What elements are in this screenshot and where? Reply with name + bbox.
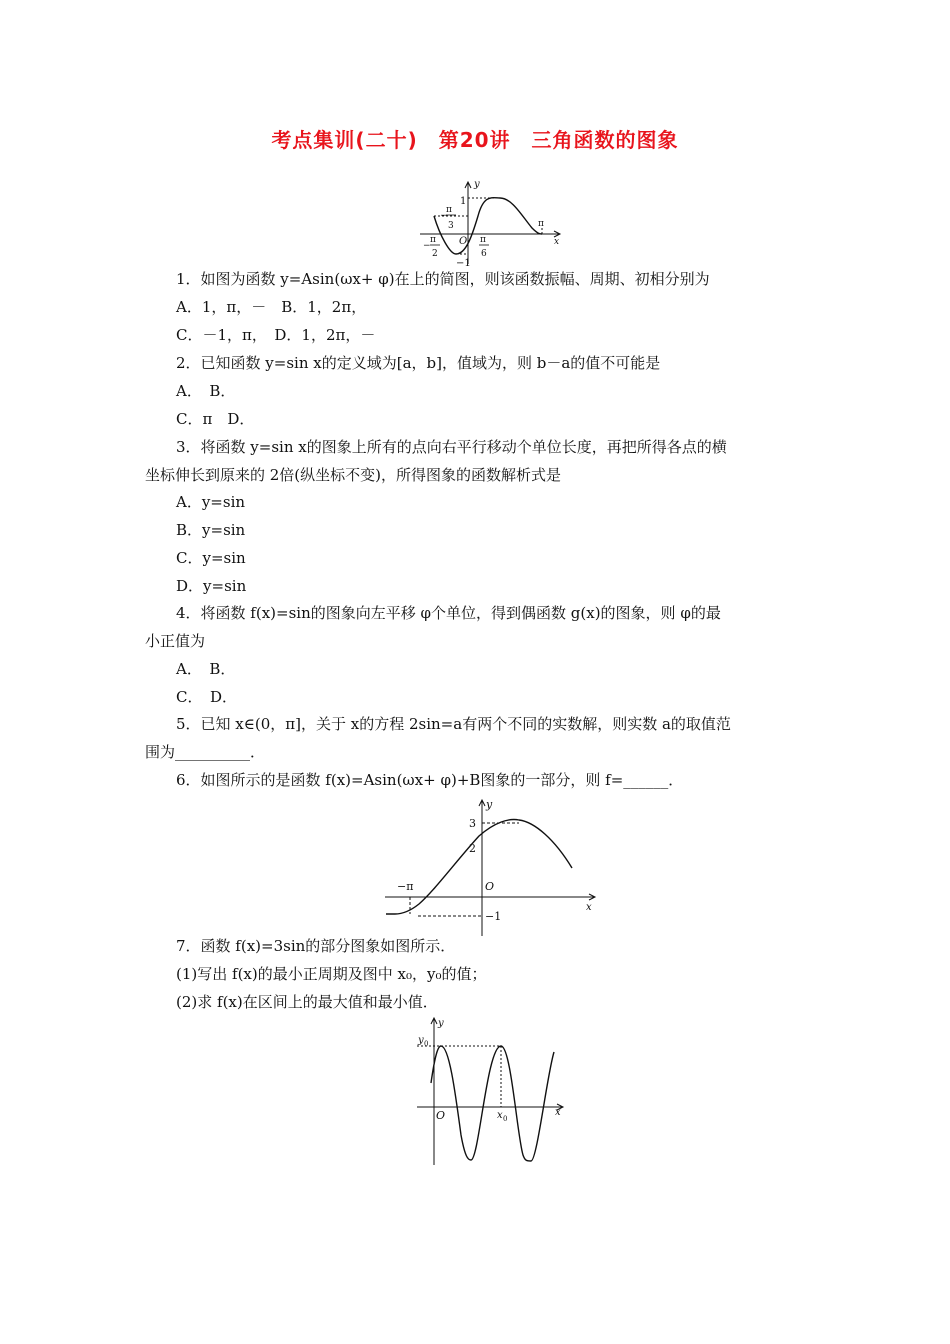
fig2-curve: [386, 820, 572, 914]
fig3-y0-subscript: 0: [424, 1040, 429, 1048]
q4-options-cd: C． D．: [176, 688, 238, 706]
fig3-curve: [431, 1046, 554, 1161]
fig1-y-label: y: [474, 179, 480, 190]
q3-option-d: D．y=sin: [176, 577, 247, 595]
fig1-tick-neg1: −1: [456, 258, 471, 269]
fig1-tick-pi3-den: 3: [448, 221, 454, 231]
fig2-origin: O: [485, 880, 495, 893]
fig1-tick-pi3-sign: −: [440, 211, 448, 221]
q3-option-a: A．y=sin: [176, 493, 246, 511]
page-title: 考点集训(二十) 第20讲 三角函数的图象: [271, 128, 679, 152]
q2-options-ab: A． B．: [176, 382, 236, 400]
fig3-x0-subscript: 0: [503, 1115, 508, 1123]
fig2-tick-neg1: −1: [485, 910, 502, 923]
fig1-tick-pi2-den: 2: [432, 249, 438, 259]
q6-stem: 6．如图所示的是函数 f(x)=Asin(ωx+ φ)+B图象的一部分，则 f=______．: [176, 771, 684, 789]
figure-2-sine-graph: [385, 796, 600, 938]
fig1-tick-1: 1: [460, 196, 467, 207]
q3-stem-line1: 3．将函数 y=sin x的图象上所有的点向右平行移动个单位长度，再把所得各点的横: [176, 438, 727, 456]
q4-stem-line2: 小正值为: [145, 632, 206, 650]
fig2-tick-neg-pi: −π: [397, 880, 414, 893]
fig2-x-label: x: [586, 902, 592, 913]
fig1-tick-pi2-sign: −: [423, 241, 431, 251]
fig1-tick-pi6-den: 6: [481, 249, 487, 259]
q1-options-cd: C．－1，π， D．1，2π，－: [176, 326, 376, 344]
fig1-tick-pi3-num: π: [446, 205, 452, 215]
q5-stem-line1: 5．已知 x∈(0，π]，关于 x的方程 2sin=a有两个不同的实数解，则实数 a的取值范: [176, 715, 731, 733]
q3-option-c: C．y=sin: [176, 549, 246, 567]
fig3-x-label: x: [555, 1107, 561, 1118]
q3-option-b: B．y=sin: [176, 521, 246, 539]
fig1-tick-pi: π: [538, 219, 544, 229]
fig1-x-label: x: [554, 237, 560, 247]
fig3-y0-label: y: [418, 1035, 424, 1046]
q4-options-ab: A． B．: [176, 660, 236, 678]
q7-part1: (1)写出 f(x)的最小正周期及图中 x₀，y₀的值；: [176, 965, 487, 983]
fig3-x0-label: x: [497, 1110, 503, 1121]
fig1-tick-pi2-num: π: [430, 235, 436, 245]
q2-options-cd: C．π D．: [176, 410, 255, 428]
q1-stem: 1．如图为函数 y=Asin(ωx+ φ)在上的简图，则该函数振幅、周期、初相分别为: [176, 270, 710, 288]
fig3-y-label: y: [438, 1018, 444, 1029]
fig1-origin: O: [459, 236, 468, 247]
figure-3-sine-graph: [385, 1015, 570, 1170]
q5-stem-line2: 围为__________．: [145, 743, 266, 761]
fig3-origin: O: [436, 1109, 446, 1122]
q2-stem: 2．已知函数 y=sin x的定义域为[a，b]，值域为，则 b－a的值不可能是: [176, 354, 661, 372]
fig2-tick-2: 2: [469, 842, 476, 855]
fig2-tick-3: 3: [469, 817, 476, 830]
fig1-tick-pi6-num: π: [480, 235, 486, 245]
q3-stem-line2: 坐标伸长到原来的 2倍(纵坐标不变)，所得图象的函数解析式是: [145, 466, 562, 484]
q7-stem: 7．函数 f(x)=3sin的部分图象如图所示．: [176, 937, 456, 955]
figure-1-sine-graph: [420, 176, 570, 268]
q7-part2: (2)求 f(x)在区间上的最大值和最小值．: [176, 993, 438, 1011]
q1-options-ab: A．1，π，－ B．1，2π，: [176, 298, 367, 316]
q4-stem-line1: 4．将函数 f(x)=sin的图象向左平移 φ个单位，得到偶函数 g(x)的图象，则 φ的最: [176, 604, 721, 622]
fig2-y-label: y: [486, 798, 493, 811]
